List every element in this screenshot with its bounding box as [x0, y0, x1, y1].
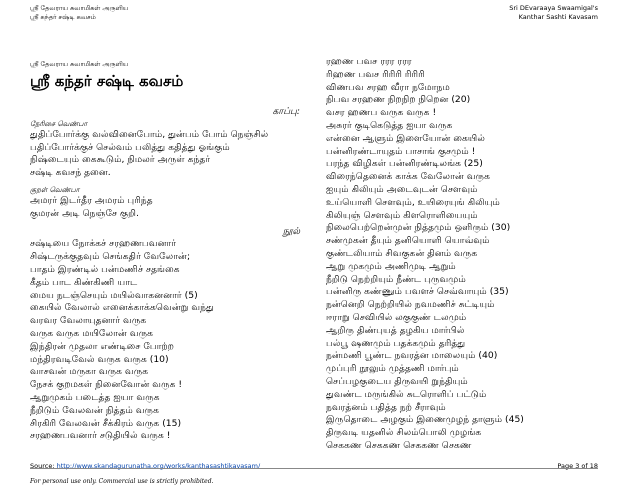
- verse-line: சிரகிரி வேலவன் சீக்கிரம் வருக (15): [30, 417, 182, 429]
- verse-line: கையில் வேலால் எனைக்காக்கவென்று வந்து: [30, 302, 215, 314]
- verse-line: துவண்ட மருங்கில் சுடரொளிப் பட்டும்: [326, 388, 487, 400]
- section-heading: காப்பு:: [272, 106, 300, 117]
- verse-line: இந்திரன் முதலா எண்டிசை போற்ற: [30, 340, 175, 352]
- header-right-line1: Sri DEvaraaya Swaamigal's: [509, 4, 598, 12]
- verse-line: நீறிடும் வேலவன் நித்தம் வருக: [30, 404, 159, 416]
- left-column: [30, 106, 300, 443]
- verse-line: ஐயும் கிலியும் அடைவுடன் சௌவும்: [326, 183, 478, 195]
- verse-line: பரந்த விழிகள் பன்னிரண்டிலங்க (25): [326, 158, 483, 170]
- verse-line: பாதம் இரண்டில் பன்மணிச் சதங்கை: [30, 263, 180, 275]
- verse-line: விணபவ சரஹ வீரா நமோநம: [326, 81, 450, 93]
- verse-line: நன்னெறி நெற்றியில் நவமணிச் சுட்டியும்: [326, 299, 495, 311]
- verse-line: பன்னிரண்டாயுதம் பாசாங் குசமும் !: [326, 145, 476, 157]
- verse-line: வசர ஹணப வருக வருக !: [326, 107, 437, 119]
- verse-line: ரிஹண பவச ரிரிரி ரிரிரி: [326, 68, 425, 80]
- verse-line: செப்பழகுடைய திருவயி றுந்தியும்: [326, 375, 468, 387]
- verse-line: வரவர வேலாயுதனார் வருக: [30, 315, 147, 327]
- verse-line: அமரர் இடர்தீர அமரம் புரிந்த: [30, 194, 153, 206]
- verse-line: மைய நடஞ்செயும் மயில்வாகனனார் (5): [30, 289, 198, 301]
- verse-line: இருதொடை அழகும் இணைமுழந் தாளும் (45): [326, 414, 524, 426]
- verse-line: நன்மணி பூண்ட நவரத்ன மாலையும் (40): [326, 350, 498, 362]
- verse-line: ஆறு முகமும் அணிமுடி ஆறும்: [326, 260, 456, 272]
- page-number: Page 3 of 18: [557, 462, 598, 470]
- verse-line: உய்யொளி சௌவும், உயிரையுங் கிலியும்: [326, 196, 500, 208]
- verse-form-label: நேரிசை வெண்பா: [30, 119, 88, 128]
- verse-line: வருக வருக மயிலோன் வருக: [30, 327, 153, 339]
- verse-line: ஆறிரு திண்புயத் தழகிய மார்பில்: [326, 324, 465, 336]
- verse-line: சரஹணபவனார் சடுதியில் வருக !: [30, 430, 171, 442]
- verse-line: குண்டலியாம் சிவகுகன் தினம் வருக: [326, 247, 478, 259]
- verse-line: பன்னிரு கண்ணும் பவளச் செவ்வாயும் (35): [326, 286, 509, 298]
- verse-line: சஷ்டியை நோக்கச் சரஹணபவனார்: [30, 238, 177, 250]
- verse-line: ஆறுமுகம் படைத்த ஐயா வருக: [30, 391, 160, 403]
- verse-line: செககண செககண செககண செகண: [326, 439, 472, 451]
- verse-line: விரைந்தெனைக் காக்க வேலோன் வருக: [326, 171, 490, 183]
- verse-line: நேசக் குறமகள் நினைவோன் வருக !: [30, 379, 183, 391]
- verse-line: கீதம் பாட கிண்கிணி யாட: [30, 276, 138, 288]
- verse-line: வாசவன் மருகா வருக வருக: [30, 366, 149, 378]
- verse-line: பதிப்போர்க்குச் செல்வம் பலித்து கதித்து ஓங்கும்: [30, 141, 230, 153]
- verse-line: நிலைபெற்றென்முன் நித்தமும் ஒளிரும் (30): [326, 222, 511, 234]
- verse-line: மந்திரவடிவேல் வருக வருக (10): [30, 353, 169, 365]
- verse-line: கிலியுஞ் சௌவும் கிளரொளியையும்: [326, 209, 478, 221]
- section-heading: நூல்: [282, 225, 300, 237]
- verse-line: ஈராறு செவியில் லகுகுண் டலமும்: [326, 311, 467, 323]
- verse-line: சிஷ்டருக்குதவும் செங்கதிர் வேலோன்;: [30, 251, 191, 263]
- verse-line: திருவடி யதனில் சிலம்பொலி முழங்க: [326, 427, 482, 439]
- verse-line: சஷ்டி கவசந் தனை.: [30, 167, 111, 179]
- header-right-line2: Kanthar Sashti Kavasam: [518, 13, 598, 21]
- usage-note: For personal use only. Commercial use is strictly prohibited.: [30, 478, 214, 485]
- source-link[interactable]: http://www.skandagurunatha.org/works/kanthasashtikavasam/: [56, 462, 261, 470]
- source-label: Source:: [30, 462, 57, 470]
- verse-line: ரஹண பவச ரரர ரரர: [326, 56, 412, 67]
- verse-line: பல்பூ ஷணமும் பதக்கமும் தரித்து: [326, 337, 466, 349]
- verse-line: நிபவ சரஹண நிறநிற நிறென (20): [326, 94, 471, 106]
- verse-line: நவரத்னம் பதித்த நற் சீராவும்: [326, 401, 446, 413]
- verse-line: என்னை ஆளும் இளையோன் கையில்: [326, 132, 485, 144]
- verse-line: குமரன் அடி நெஞ்சே குறி.: [30, 207, 139, 219]
- section-subtitle: ஸ்ரீ தேவராய சுவாமிகள் அருளிய: [30, 60, 129, 68]
- verse-line: நீறிடு நெற்றியும் நீண்ட புருவமும்: [326, 273, 466, 285]
- header-left-line1: ஸ்ரீ தேவராய சுவாமிகள் அருளிய: [30, 4, 129, 12]
- verse-line: அசுரர் குடிகெடுத்த ஐயா வருக: [326, 119, 453, 131]
- verse-line: நிஷ்டையும் கைகூடும், நிமலர் அருள் கந்தர்: [30, 154, 211, 166]
- verse-line: துதிப்போர்க்கு வல்வினைபோம், துன்பம் போம் நெஞ்சில்: [30, 128, 269, 140]
- header-left-line2: ஸ்ரீ கந்தர் சஷ்டி கவசம்: [30, 13, 96, 21]
- verse-line: சண்முகன் தீயும் தனியொளி யொவ்வும்: [326, 235, 490, 247]
- verse-form-label: குறள் வெண்பா: [30, 185, 80, 194]
- running-header-left: [30, 4, 128, 22]
- running-header-right: [509, 4, 598, 22]
- footer-divider: [30, 468, 598, 469]
- right-column: [326, 56, 626, 453]
- verse-line: முப்புரி நூலும் முத்தணி மார்பும்: [326, 363, 459, 375]
- section-title: ஸ்ரீ கந்தர் சஷ்டி கவசம்: [30, 72, 184, 90]
